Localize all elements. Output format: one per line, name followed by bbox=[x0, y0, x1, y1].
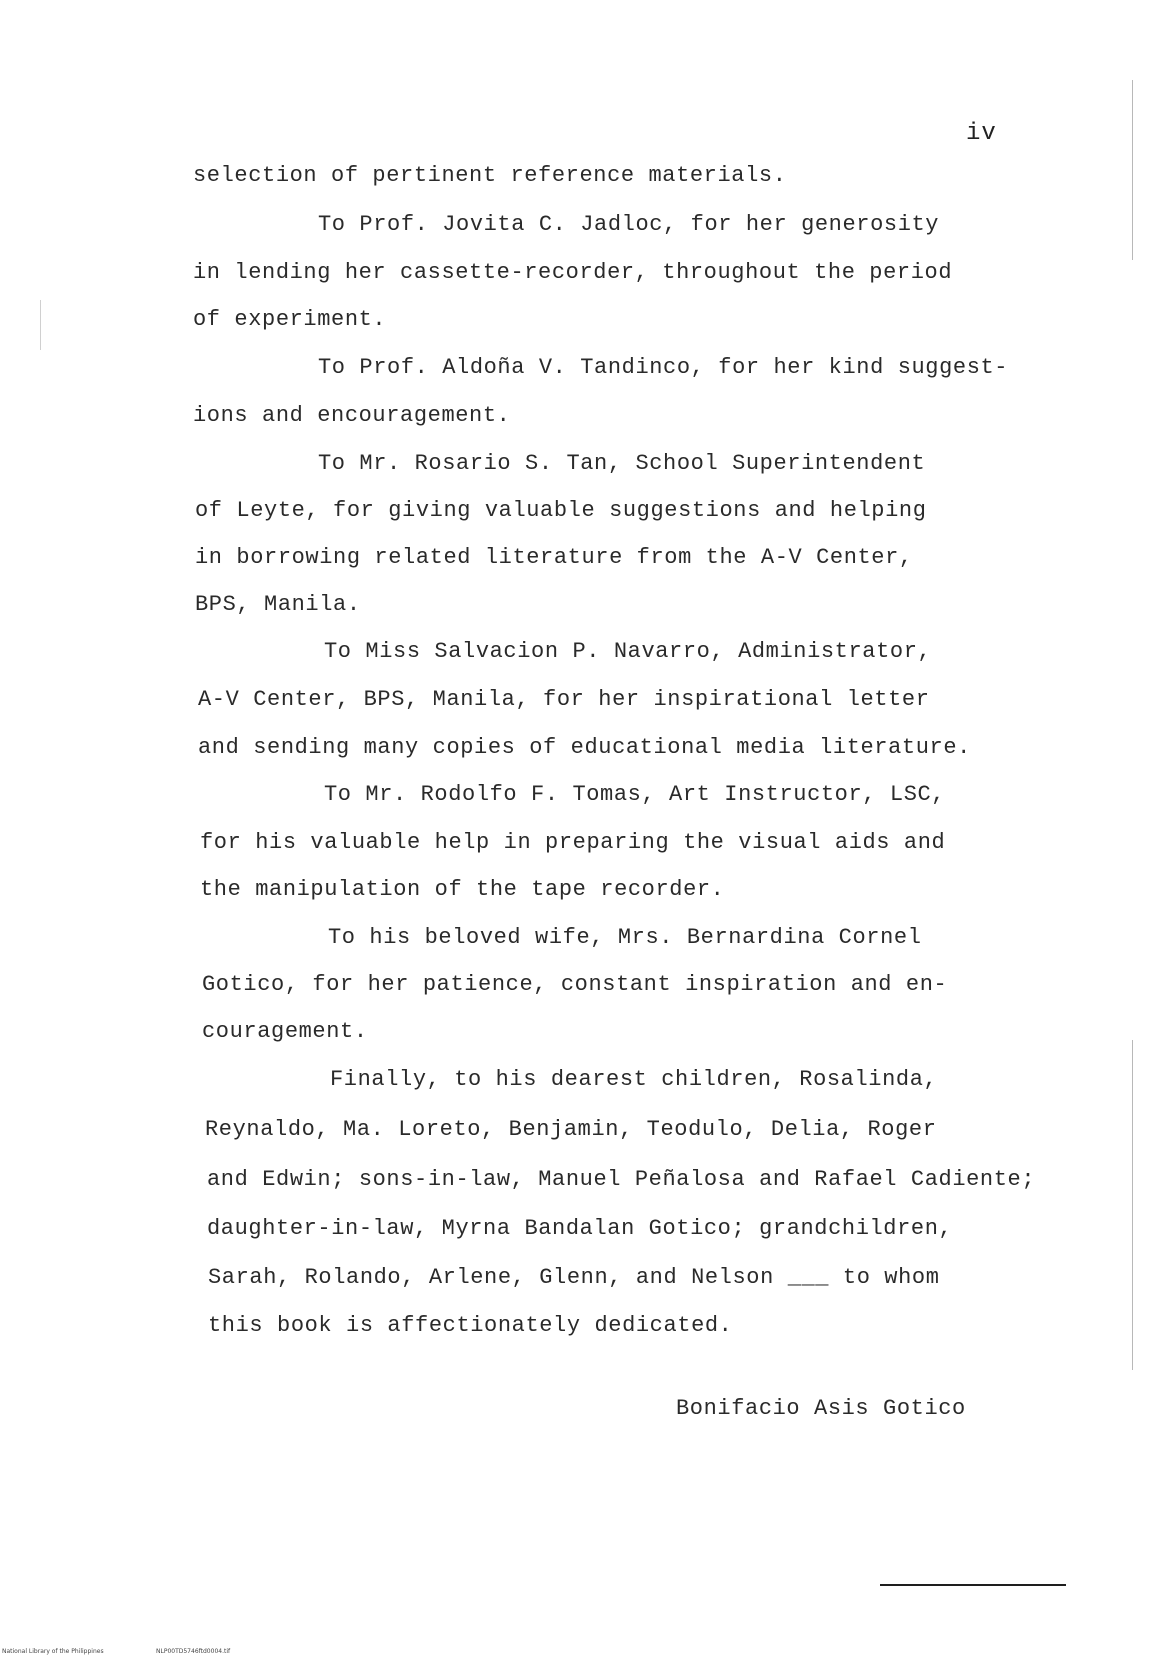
text-line-8: of Leyte, for giving valuable suggestions and helping bbox=[195, 498, 927, 523]
text-line-10: BPS, Manila. bbox=[195, 592, 361, 617]
text-line-7: To Mr. Rosario S. Tan, School Superintendent bbox=[318, 451, 926, 476]
text-line-14: To Mr. Rodolfo F. Tomas, Art Instructor, LSC, bbox=[324, 782, 946, 807]
footer-filename: NLP00TD5746ftd0004.tif bbox=[156, 1648, 231, 1655]
text-line-5: To Prof. Aldoña V. Tandinco, for her kind suggest- bbox=[318, 355, 1009, 380]
text-line-17: To his beloved wife, Mrs. Bernardina Cornel bbox=[328, 925, 922, 950]
text-line-3: in lending her cassette-recorder, throughout the period bbox=[193, 260, 953, 285]
text-line-12: A-V Center, BPS, Manila, for her inspirational letter bbox=[198, 687, 930, 712]
text-line-19: couragement. bbox=[202, 1019, 368, 1044]
text-line-24: Sarah, Rolando, Arlene, Glenn, and Nelson ___ to whom bbox=[208, 1265, 940, 1290]
text-line-2: To Prof. Jovita C. Jadloc, for her generosity bbox=[318, 212, 940, 237]
text-line-1: selection of pertinent reference materials. bbox=[193, 163, 787, 188]
text-line-9: in borrowing related literature from the A-V Center, bbox=[195, 545, 913, 570]
text-line-18: Gotico, for her patience, constant inspiration and en- bbox=[202, 972, 948, 997]
scan-edge-mark bbox=[1132, 1040, 1133, 1370]
text-line-20: Finally, to his dearest children, Rosalinda, bbox=[330, 1067, 938, 1092]
text-line-4: of experiment. bbox=[193, 307, 387, 332]
text-line-23: daughter-in-law, Myrna Bandalan Gotico; grandchildren, bbox=[207, 1216, 953, 1241]
author-signature: Bonifacio Asis Gotico bbox=[676, 1396, 966, 1421]
bottom-rule bbox=[880, 1584, 1066, 1586]
text-line-21: Reynaldo, Ma. Loreto, Benjamin, Teodulo, Delia, Roger bbox=[205, 1117, 937, 1142]
text-line-6: ions and encouragement. bbox=[193, 403, 511, 428]
text-line-11: To Miss Salvacion P. Navarro, Administrator, bbox=[324, 639, 932, 664]
text-line-16: the manipulation of the tape recorder. bbox=[200, 877, 725, 902]
page-number: iv bbox=[966, 120, 997, 147]
text-line-13: and sending many copies of educational media literature. bbox=[198, 735, 971, 760]
scan-edge-mark bbox=[1132, 80, 1133, 260]
text-line-15: for his valuable help in preparing the visual aids and bbox=[200, 830, 946, 855]
text-line-25: this book is affectionately dedicated. bbox=[208, 1313, 733, 1338]
scan-edge-mark bbox=[40, 300, 41, 350]
footer-library: National Library of the Philippines bbox=[2, 1648, 104, 1655]
text-line-22: and Edwin; sons-in-law, Manuel Peñalosa and Rafael Cadiente; bbox=[207, 1167, 1036, 1192]
